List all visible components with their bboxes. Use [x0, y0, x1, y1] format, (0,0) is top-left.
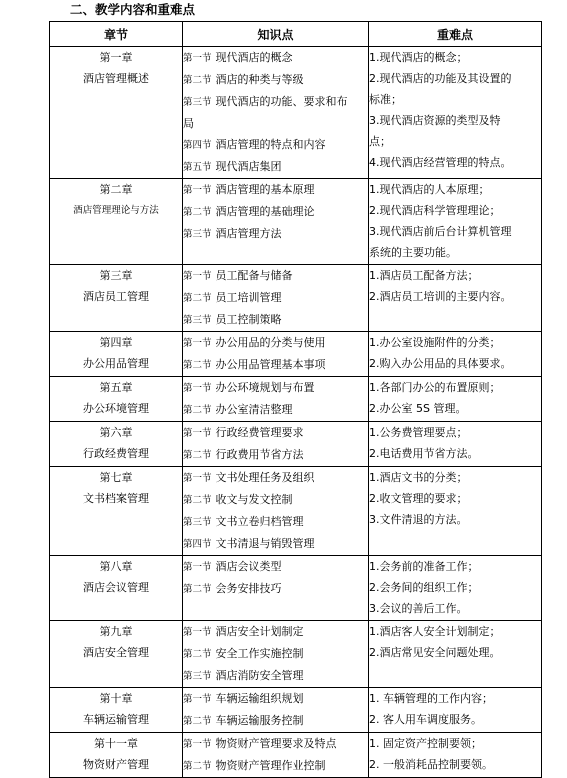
section-number: 第二节	[183, 450, 212, 461]
knowledge-point-text: 安全工作实施控制	[215, 647, 304, 660]
knowledge-point	[183, 755, 368, 777]
table-header-row	[50, 22, 542, 47]
chapter-number: 第二章	[99, 183, 133, 196]
knowledge-point-text: 物资财产管理作业控制	[215, 759, 326, 772]
knowledge-points-cell	[183, 621, 369, 688]
key-point: 系统的主要功能。	[369, 246, 457, 259]
table-row	[50, 688, 542, 733]
knowledge-point	[183, 377, 368, 399]
knowledge-point	[183, 134, 368, 156]
chapter-cell	[50, 733, 183, 778]
key-points-cell	[369, 621, 542, 688]
section-number: 第二节	[183, 207, 212, 218]
knowledge-point	[183, 511, 368, 533]
section-number: 第三节	[183, 671, 212, 682]
key-point: 3.现代酒店前后台计算机管理	[369, 225, 512, 238]
chapter-name: 酒店会议管理	[83, 581, 149, 594]
knowledge-point-text: 员工控制策略	[215, 313, 282, 326]
header-knowledge-points: 知识点	[183, 22, 369, 47]
header-chapter: 章节	[50, 22, 183, 47]
section-number: 第一节	[183, 473, 212, 484]
table-row	[50, 377, 542, 422]
knowledge-point	[183, 665, 368, 687]
knowledge-point	[183, 688, 368, 710]
section-number: 第一节	[183, 694, 212, 705]
knowledge-point-text: 行政经费管理要求	[215, 426, 304, 439]
knowledge-point-text: 文书清退与销毁管理	[215, 537, 315, 550]
key-point: 1.办公室设施附件的分类；	[369, 336, 501, 349]
knowledge-points-cell	[183, 265, 369, 332]
section-number: 第一节	[183, 739, 212, 750]
table-row	[50, 265, 542, 332]
section-number: 第二节	[183, 716, 212, 727]
knowledge-point-text: 收文与发文控制	[215, 493, 293, 506]
table-row	[50, 179, 542, 265]
chapter-name: 酒店管理理论与方法	[73, 205, 159, 216]
chapter-number: 第八章	[99, 560, 133, 573]
key-point: 点；	[369, 135, 391, 148]
knowledge-point-text: 车辆运输组织规划	[215, 692, 304, 705]
section-number: 第二节	[183, 761, 212, 772]
knowledge-point	[183, 265, 368, 287]
key-points-cell	[369, 688, 542, 733]
chapter-cell	[50, 377, 183, 422]
knowledge-points-cell	[183, 467, 369, 556]
knowledge-point	[183, 422, 368, 444]
key-point: 1.酒店文书的分类；	[369, 471, 468, 484]
chapter-cell	[50, 467, 183, 556]
key-points-cell	[369, 422, 542, 467]
section-title: 二、教学内容和重难点	[70, 2, 196, 17]
chapter-cell	[50, 179, 183, 265]
chapter-name: 办公环境管理	[83, 402, 149, 415]
key-point: 1.现代酒店的人本原理；	[369, 183, 490, 196]
chapter-cell	[50, 332, 183, 377]
knowledge-point-text: 员工配备与储备	[215, 269, 293, 282]
section-number: 第二节	[183, 495, 212, 506]
knowledge-points-cell	[183, 688, 369, 733]
knowledge-point-text: 行政费用节省方法	[215, 448, 304, 461]
chapter-number: 第九章	[99, 625, 133, 638]
knowledge-point	[183, 287, 368, 309]
key-point: 2.现代酒店科学管理理论；	[369, 204, 501, 217]
knowledge-point	[183, 621, 368, 643]
chapter-name: 文书档案管理	[83, 492, 149, 505]
knowledge-point-text: 现代酒店的概念	[215, 51, 293, 64]
section-number: 第一节	[183, 185, 212, 196]
knowledge-point-text: 办公室清洁整理	[215, 403, 293, 416]
chapter-number: 第五章	[99, 381, 133, 394]
key-point: 2.电话费用节省方法。	[369, 447, 479, 460]
chapter-number: 第六章	[99, 426, 133, 439]
table-row	[50, 47, 542, 179]
knowledge-point	[183, 113, 368, 134]
chapter-number: 第十一章	[94, 737, 138, 750]
knowledge-point	[183, 69, 368, 91]
section-number: 第四节	[183, 539, 212, 550]
chapter-name: 酒店管理概述	[83, 72, 149, 85]
knowledge-point	[183, 710, 368, 732]
knowledge-point-text: 酒店管理的特点和内容	[215, 138, 326, 151]
key-point: 1. 固定资产控制要领；	[369, 737, 482, 750]
key-point: 3.会议的善后工作。	[369, 602, 468, 615]
key-point: 2. 客人用车调度服务。	[369, 713, 482, 726]
key-point: 1.酒店客人安全计划制定；	[369, 625, 501, 638]
chapter-name: 行政经费管理	[83, 447, 149, 460]
knowledge-point	[183, 489, 368, 511]
chapter-name: 物资财产管理	[83, 758, 149, 771]
knowledge-point	[183, 223, 368, 245]
key-point: 1.各部门办公的布置原则；	[369, 381, 501, 394]
key-point: 3.文件清退的方法。	[369, 513, 468, 526]
knowledge-point-text: 办公用品的分类与使用	[215, 336, 326, 349]
section-number: 第二节	[183, 649, 212, 660]
section-number: 第四节	[183, 140, 212, 151]
chapter-cell	[50, 688, 183, 733]
chapter-number: 第四章	[99, 336, 133, 349]
knowledge-points-cell	[183, 422, 369, 467]
knowledge-point-text: 酒店管理的基础理论	[215, 205, 315, 218]
knowledge-point	[183, 556, 368, 578]
section-number: 第五节	[183, 162, 212, 173]
knowledge-point-text: 会务安排技巧	[215, 582, 282, 595]
knowledge-points-cell	[183, 332, 369, 377]
chapter-cell	[50, 47, 183, 179]
chapter-name: 酒店安全管理	[83, 646, 149, 659]
chapter-name: 酒店员工管理	[83, 290, 149, 303]
knowledge-point	[183, 399, 368, 421]
table-row	[50, 733, 542, 778]
key-point: 2.酒店常见安全问题处理。	[369, 646, 501, 659]
knowledge-point-text: 酒店管理方法	[215, 227, 282, 240]
knowledge-point	[183, 332, 368, 354]
key-point: 1.酒店员工配备方法；	[369, 269, 479, 282]
chapter-number: 第十章	[99, 692, 133, 705]
key-point: 标准；	[369, 93, 402, 106]
key-point: 2. 一般消耗品控制要领。	[369, 758, 493, 771]
section-number: 第二节	[183, 360, 212, 371]
knowledge-points-cell	[183, 556, 369, 621]
knowledge-points-cell	[183, 179, 369, 265]
knowledge-point-text: 酒店会议类型	[215, 560, 282, 573]
knowledge-point-text: 办公环境规划与布置	[215, 381, 315, 394]
key-points-cell	[369, 265, 542, 332]
table-row	[50, 422, 542, 467]
key-points-cell	[369, 332, 542, 377]
table-row	[50, 556, 542, 621]
knowledge-point	[183, 309, 368, 331]
section-number: 第一节	[183, 627, 212, 638]
key-point: 2.购入办公用品的具体要求。	[369, 357, 512, 370]
knowledge-point	[183, 354, 368, 376]
knowledge-point-text: 现代酒店的功能、要求和布	[215, 95, 348, 108]
syllabus-table	[49, 21, 542, 778]
section-number: 第一节	[183, 562, 212, 573]
chapter-name: 车辆运输管理	[83, 713, 149, 726]
knowledge-point-text: 酒店消防安全管理	[215, 669, 304, 682]
key-points-cell	[369, 733, 542, 778]
chapter-name: 办公用品管理	[83, 357, 149, 370]
section-number: 第二节	[183, 75, 212, 86]
key-point: 2.现代酒店的功能及其设置的	[369, 72, 512, 85]
knowledge-point-text: 办公用品管理基本事项	[215, 358, 326, 371]
chapter-cell	[50, 265, 183, 332]
chapter-cell	[50, 556, 183, 621]
knowledge-point-text: 文书立卷归档管理	[215, 515, 304, 528]
key-points-cell	[369, 556, 542, 621]
key-point: 4.现代酒店经营管理的特点。	[369, 156, 512, 169]
chapter-cell	[50, 621, 183, 688]
knowledge-points-cell	[183, 733, 369, 778]
knowledge-point	[183, 533, 368, 555]
knowledge-point-text: 酒店管理的基本原理	[215, 183, 315, 196]
knowledge-point-text: 现代酒店集团	[215, 160, 282, 173]
key-point: 1.会务前的准备工作；	[369, 560, 479, 573]
chapter-number: 第三章	[99, 269, 133, 282]
header-key-points: 重难点	[369, 22, 542, 47]
key-point: 1.公务费管理要点；	[369, 426, 468, 439]
table-row	[50, 621, 542, 688]
key-point: 2.收文管理的要求；	[369, 492, 468, 505]
knowledge-point-text: 员工培训管理	[215, 291, 282, 304]
knowledge-point	[183, 156, 368, 178]
knowledge-points-cell	[183, 377, 369, 422]
key-point: 2.酒店员工培训的主要内容。	[369, 290, 512, 303]
key-points-cell	[369, 47, 542, 179]
section-number: 第二节	[183, 293, 212, 304]
knowledge-point	[183, 733, 368, 755]
section-number: 第一节	[183, 338, 212, 349]
knowledge-point-text: 文书处理任务及组织	[215, 471, 315, 484]
section-number: 第三节	[183, 517, 212, 528]
knowledge-points-cell	[183, 47, 369, 179]
key-point: 2.会务间的组织工作；	[369, 581, 479, 594]
knowledge-point-text: 酒店的种类与等级	[215, 73, 304, 86]
table-row	[50, 332, 542, 377]
key-points-cell	[369, 467, 542, 556]
section-number: 第一节	[183, 428, 212, 439]
knowledge-point	[183, 643, 368, 665]
knowledge-point	[183, 467, 368, 489]
key-point: 2.办公室 5S 管理。	[369, 402, 467, 415]
section-number: 第一节	[183, 53, 212, 64]
knowledge-point-text: 酒店安全计划制定	[215, 625, 304, 638]
section-number: 第二节	[183, 584, 212, 595]
section-number: 第三节	[183, 315, 212, 326]
key-point: 1.现代酒店的概念；	[369, 51, 468, 64]
section-number: 第一节	[183, 271, 212, 282]
section-number: 第三节	[183, 229, 212, 240]
key-point: 1. 车辆管理的工作内容；	[369, 692, 493, 705]
key-point: 3.现代酒店资源的类型及特	[369, 114, 501, 127]
knowledge-point-text: 车辆运输服务控制	[215, 714, 304, 727]
section-number: 第一节	[183, 383, 212, 394]
section-number: 第二节	[183, 405, 212, 416]
knowledge-point	[183, 444, 368, 466]
knowledge-point-text: 物资财产管理要求及特点	[215, 737, 337, 750]
knowledge-point	[183, 179, 368, 201]
key-points-cell	[369, 179, 542, 265]
section-number: 第三节	[183, 97, 212, 108]
knowledge-point	[183, 91, 368, 113]
knowledge-point	[183, 578, 368, 600]
chapter-number: 第一章	[99, 51, 133, 64]
knowledge-point-text: 局	[183, 117, 194, 130]
table-row	[50, 467, 542, 556]
key-points-cell	[369, 377, 542, 422]
chapter-cell	[50, 422, 183, 467]
knowledge-point	[183, 201, 368, 223]
chapter-number: 第七章	[99, 471, 133, 484]
knowledge-point	[183, 47, 368, 69]
